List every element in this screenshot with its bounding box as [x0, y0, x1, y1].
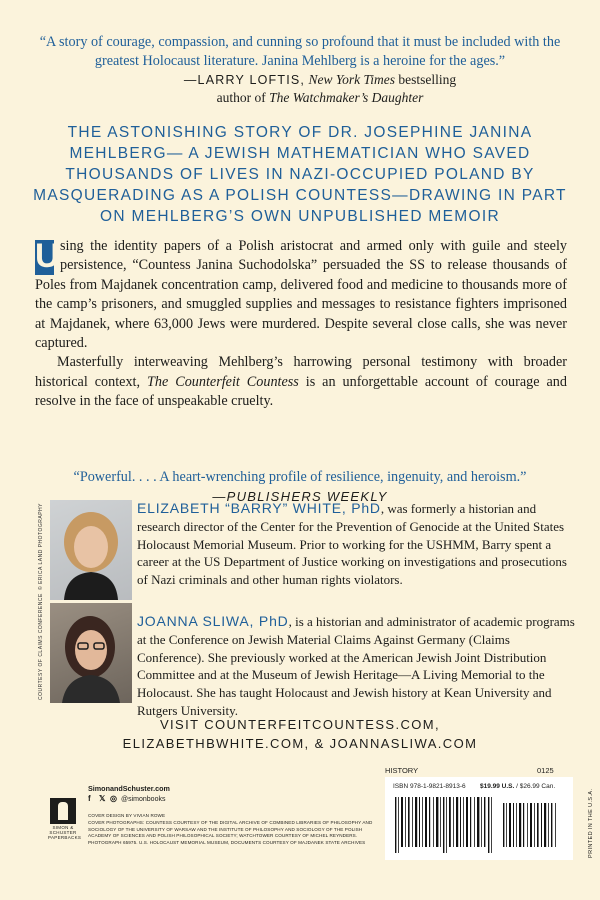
price-label	[480, 783, 555, 790]
publisher-logo	[48, 798, 82, 846]
author-bio-text-2: , is a historian and administrator of academic programs at the Conference on Jewish Material Claims Against Germany (Claims Conference). She previously worked at the American Jewish Joint Distribution Committee and at the Museum of Jewish Heritage—A Living Memorial to the Holocaust. She has taught Holocaust and Jewish history at Kean University and Rutgers University.	[137, 614, 575, 718]
paragraph-2-text-a: Masterfully interweaving Mehlberg’s harrowing personal testimony with broader historical context,	[35, 354, 567, 390]
social-handle[interactable]: @simonbooks	[121, 795, 166, 803]
visit-websites	[30, 715, 570, 753]
publisher-wordmark: SIMON & SCHUSTER PAPERBACKS	[48, 825, 82, 840]
drop-cap: U	[35, 237, 60, 275]
review-quote: “Powerful. . . . A heart-wrenching profile of resilience, ingenuity, and heroism.”	[73, 469, 527, 485]
instagram-icon[interactable]: ◎	[110, 794, 117, 803]
blurb-book-title: The Watchmaker’s Daughter	[269, 90, 424, 105]
facebook-icon[interactable]: f	[88, 794, 91, 803]
description-paragraph-2	[35, 353, 567, 411]
printed-in-usa: PRINTED IN THE U.S.A.	[588, 788, 594, 858]
blurb-role: bestselling	[395, 72, 457, 87]
author-photo-joanna-sliwa	[50, 603, 132, 703]
photo-credit-2: COURTESY OF CLAIMS CONFERENCE	[38, 593, 44, 700]
cover-credits: COVER DESIGN BY VIVIAN ROWE COVER PHOTOGRAPHS: COUNTESS COURTESY OF THE DIGITAL ARCHIVE OF COMBINED LIBRARIES OF PHILOSOPHY AND SOCIOLOGY OF THE UNIVERSITY OF WARSAW AND THE INSTITUTE OF PHILOSOPHY AND SOCIOLOGY OF THE POLISH ACADEMY OF SCIENCES AND POLISH PHILOSOPHICAL SOCIETY; WATCHTOWER COURTESY OF MICHEL REYNDERS. PHOTOGRAPH 65975. U.S. HOLOCAUST MEMORIAL MUSEUM, DOCUMENTS COURTESY OF MAJDANEK STATE ARCHIVES	[88, 813, 373, 846]
review-source: —PUBLISHERS WEEKLY	[212, 489, 388, 504]
category-label: HISTORY	[385, 766, 419, 775]
isbn-number: ISBN 978-1-9821-8913-6	[393, 783, 466, 790]
social-links	[88, 795, 383, 803]
price-can: / $26.99 Can.	[514, 783, 556, 790]
sower-logo-icon	[50, 798, 76, 824]
footer-credits	[88, 784, 383, 847]
paragraph-1-text: sing the identity papers of a Polish aristocrat and armed only with guile and steely persistence, “Countess Janina Suchodolska” persuaded the SS to release thousands of Poles from Majdanek concentration camp, delivered food and medicine to thousands more of the camp’s prisoners, and smuggled supplies and messages to resistance fighters imprisoned at Majdanek, where 63,000 Jews were murdered. Despite several close calls, she was never captured.	[35, 238, 567, 352]
visit-line-1[interactable]: VISIT COUNTERFEITCOUNTESS.COM,	[159, 717, 441, 732]
author-bio-joanna-sliwa	[137, 613, 575, 720]
book-title-inline: The Counterfeit Countess	[147, 373, 299, 390]
top-blurb-quote: “A story of courage, compassion, and cunning so profound that it must be included with the greatest Holocaust literature. Janina Mehlberg is a heroine for the ages.”	[39, 34, 561, 69]
author-name-joanna-sliwa: JOANNA SLIWA, PhD	[137, 613, 289, 629]
top-blurb-attribution	[60, 71, 580, 107]
photo-credit-1: © ERICA LAND PHOTOGRAPHY	[38, 503, 44, 590]
paragraph-2-text-b: is an unforgettable account of courage and resolve in the face of unspeakable cruelty.	[35, 373, 567, 410]
blurb-publication: New York Times	[308, 72, 395, 87]
author-name-elizabeth-white: ELIZABETH “BARRY” WHITE, PhD	[137, 500, 381, 516]
x-icon[interactable]: 𝕏	[99, 794, 106, 803]
author-bio-text-1: , was formerly a historian and research director of the Center for the Prevention of Genocide at the United States Holocaust Memorial Museum. Prior to working for the USHMM, Barry spent a career at the US Department of Justice working on investigations and prosecutions of Nazi criminals and other human rights violators.	[137, 501, 567, 588]
description-body	[35, 237, 567, 412]
author-photo-elizabeth-white	[50, 500, 132, 600]
visit-line-2[interactable]: ELIZABETHBWHITE.COM, & JOANNASLIWA.COM	[122, 736, 478, 751]
blurb-author-of: author of	[216, 90, 270, 105]
date-code: 0125	[537, 766, 554, 775]
blurb-author: —LARRY LOFTIS,	[183, 73, 306, 87]
barcode-icon	[393, 797, 563, 853]
author-bio-elizabeth-white	[137, 500, 575, 589]
publisher-website[interactable]: SimonandSchuster.com	[88, 784, 170, 793]
price-us: $19.99 U.S.	[480, 783, 515, 790]
headline: THE ASTONISHING STORY OF DR. JOSEPHINE JANINA MEHLBERG— A JEWISH MATHEMATICIAN WHO SAVED THOUSANDS OF LIVES IN NAZI-OCCUPIED POLAND BY MASQUERADING AS A POLISH COUNTESS—DRAWING IN PART ON MEHLBERG’S OWN UNPUBLISHED MEMOIR	[33, 124, 567, 225]
barcode-box	[385, 777, 573, 860]
description-paragraph-1	[35, 237, 567, 353]
